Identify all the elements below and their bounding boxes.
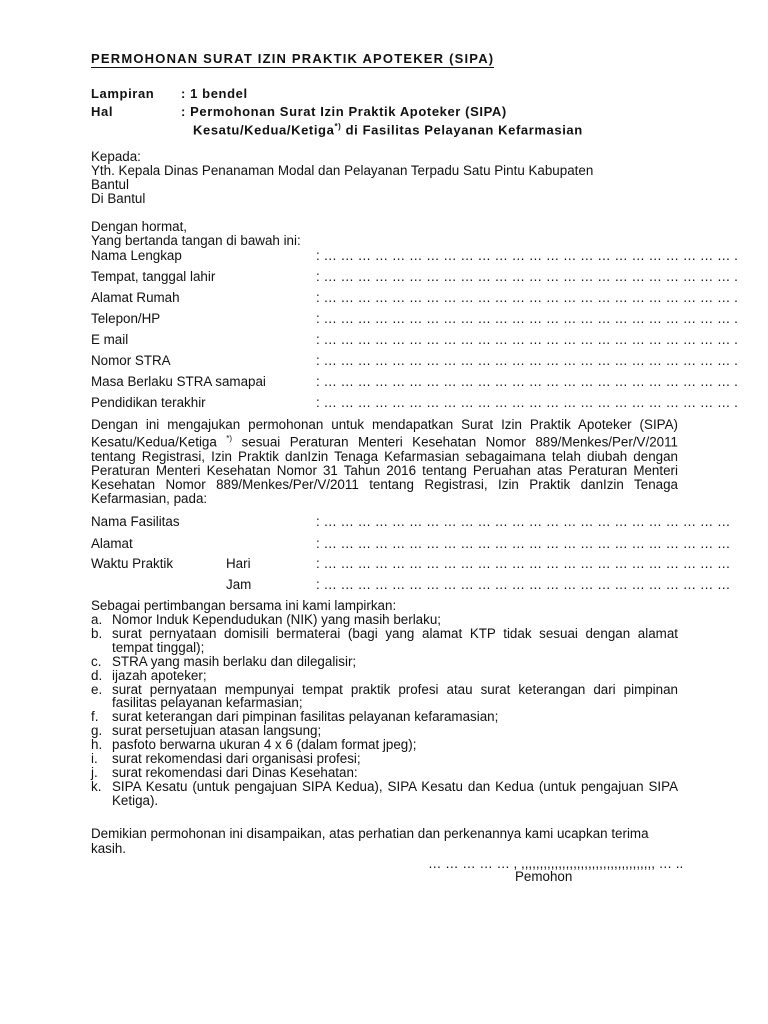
field-label: Nama Lengkap bbox=[91, 248, 182, 263]
list-letter: j. bbox=[91, 764, 98, 780]
list-letter: h. bbox=[91, 737, 103, 753]
field-label: E mail bbox=[91, 332, 129, 347]
recipient-line2: Bantul bbox=[91, 177, 129, 192]
list-item bbox=[91, 780, 678, 808]
hal-label: Hal bbox=[91, 104, 114, 119]
signature-role: Pemohon bbox=[515, 869, 573, 884]
lampiran-label: Lampiran bbox=[91, 86, 155, 101]
attachments-intro: Sebagai pertimbangan bersama ini kami lampirkan: bbox=[91, 598, 397, 613]
list-letter: f. bbox=[91, 709, 99, 725]
list-item bbox=[91, 613, 678, 627]
hal-facility-text: di Fasilitas Pelayanan Kefarmasian bbox=[341, 122, 583, 138]
alamat-label: Alamat bbox=[91, 536, 133, 551]
kepada-label: Kepada: bbox=[91, 149, 141, 164]
field-label: Alamat Rumah bbox=[91, 290, 180, 305]
field-blank: : … … … … … … … … … … … … … … … … … … … … … … … … . bbox=[316, 395, 738, 410]
list-letter: b. bbox=[91, 625, 103, 641]
list-text: STRA yang masih berlaku dan dilegalisir; bbox=[112, 653, 357, 669]
waktu-praktik-label: Waktu Praktik bbox=[91, 556, 174, 571]
list-text: surat persetujuan atasan langsung; bbox=[112, 723, 322, 739]
list-text: pasfoto berwarna ukuran 4 x 6 (dalam format jpeg); bbox=[112, 737, 417, 753]
list-letter: i. bbox=[91, 751, 98, 767]
attachments-list bbox=[91, 613, 678, 808]
list-item bbox=[91, 710, 678, 724]
recipient-line1: Yth. Kepala Dinas Penanaman Modal dan Pelayanan Terpadu Satu Pintu Kabupaten bbox=[91, 163, 594, 178]
list-item bbox=[91, 627, 678, 655]
intro-line: Yang bertanda tangan di bawah ini: bbox=[91, 233, 301, 248]
list-text: surat pernyataan domisili bermaterai (bagi yang alamat KTP tidak sesuai dengan alamat tempat tinggal); bbox=[112, 625, 678, 655]
field-label: Tempat, tanggal lahir bbox=[91, 269, 216, 284]
list-letter: g. bbox=[91, 723, 103, 739]
list-text: surat rekomendasi dari Dinas Kesehatan: bbox=[112, 764, 358, 780]
field-blank: : … … … … … … … … … … … … … … … … … … … … … … … … . bbox=[316, 353, 738, 368]
hal-value-line2 bbox=[193, 122, 583, 137]
list-text: Nomor Induk Kependudukan (NIK) yang masih berlaku; bbox=[112, 612, 441, 627]
list-letter: d. bbox=[91, 667, 103, 683]
footnote-marker: *) bbox=[226, 434, 233, 444]
signature-place-date: … … … … … , ,,,,,,,,,,,,,,,,,,,,,,,,,,,,,,,,,,,, … .. bbox=[428, 856, 684, 871]
lampiran-value: : 1 bendel bbox=[181, 86, 248, 101]
field-blank: : … … … … … … … … … … … … … … … … … … … … … … … … . bbox=[316, 374, 738, 389]
list-text: surat keterangan dari pimpinan fasilitas pelayanan kefaramasian; bbox=[112, 709, 499, 725]
nama-fasilitas-blank: : … … … … … … … … … … … … … … … … … … … … … … … … bbox=[316, 514, 731, 529]
hari-blank: : … … … … … … … … … … … … … … … … … … … … … … … … bbox=[316, 556, 731, 571]
list-item bbox=[91, 669, 678, 683]
request-text-part2: sesuai Peraturan Menteri Kesehatan Nomor 889/Menkes/Per/V/2011 tentang Registrasi, Izin Praktik danIzin Tenaga Kefarmasian sebagaimana telah diubah dengan Peraturan Menteri Kesehatan Nomor 31 Tahun 2016 tentang Peruahan atas Peraturan Menteri Kesehatan Nomor 889/Menkes/Per/V/2011 tentang Registrasi, Izin Praktik danIzin Tenaga Kefarmasian, pada: bbox=[91, 434, 678, 507]
alamat-blank: : … … … … … … … … … … … … … … … … … … … … … … … … bbox=[316, 536, 731, 551]
hal-ordinal-text: Kesatu/Kedua/Ketiga bbox=[193, 122, 335, 138]
list-text: surat pernyataan mempunyai tempat praktik profesi atau surat keterangan dari pimpinan fasilitas pelayanan kefarmasian; bbox=[112, 681, 678, 711]
list-text: SIPA Kesatu (untuk pengajuan SIPA Kedua), SIPA Kesatu dan Kedua (untuk pengajuan SIPA Ketiga). bbox=[112, 778, 678, 808]
field-label: Telepon/HP bbox=[91, 311, 161, 326]
field-label: Pendidikan terakhir bbox=[91, 395, 206, 410]
closing-paragraph: Demikian permohonan ini disampaikan, atas perhatian dan perkenannya kami ucapkan terima kasih. bbox=[91, 826, 649, 856]
nama-fasilitas-label: Nama Fasilitas bbox=[91, 514, 180, 529]
jam-blank: : … … … … … … … … … … … … … … … … … … … … … … … … bbox=[316, 577, 731, 592]
list-item bbox=[91, 766, 678, 780]
field-blank: : … … … … … … … … … … … … … … … … … … … … … … … … . bbox=[316, 269, 738, 284]
list-text: ijazah apoteker; bbox=[112, 667, 207, 683]
jam-label: Jam bbox=[226, 577, 252, 592]
hal-value-line1: : Permohonan Surat Izin Praktik Apoteker (SIPA) bbox=[181, 104, 507, 119]
recipient-line3: Di Bantul bbox=[91, 191, 146, 206]
hari-label: Hari bbox=[226, 556, 251, 571]
list-letter: c. bbox=[91, 653, 102, 669]
list-item bbox=[91, 738, 678, 752]
salutation: Dengan hormat, bbox=[91, 219, 188, 234]
list-letter: e. bbox=[91, 681, 103, 697]
list-item bbox=[91, 752, 678, 766]
list-letter: a. bbox=[91, 612, 103, 627]
list-item bbox=[91, 683, 678, 711]
request-paragraph bbox=[91, 418, 678, 507]
field-label: Masa Berlaku STRA samapai bbox=[91, 374, 266, 389]
field-blank: : … … … … … … … … … … … … … … … … … … … … … … … … . bbox=[316, 311, 738, 326]
field-blank: : … … … … … … … … … … … … … … … … … … … … … … … … . bbox=[316, 248, 738, 263]
field-label: Nomor STRA bbox=[91, 353, 171, 368]
field-blank: : … … … … … … … … … … … … … … … … … … … … … … … … . bbox=[316, 290, 738, 305]
request-text-part1: Dengan ini mengajukan permohonan untuk mendapatkan Surat Izin Praktik Apoteker (SIPA) Kesatu/Kedua/Ketiga bbox=[91, 417, 678, 450]
footnote-marker: *) bbox=[334, 122, 342, 131]
list-letter: k. bbox=[91, 778, 102, 794]
document-title: PERMOHONAN SURAT IZIN PRAKTIK APOTEKER (SIPA) bbox=[91, 51, 495, 66]
list-item bbox=[91, 655, 678, 669]
field-blank: : … … … … … … … … … … … … … … … … … … … … … … … … . bbox=[316, 332, 738, 347]
list-item bbox=[91, 724, 678, 738]
list-text: surat rekomendasi dari organisasi profesi; bbox=[112, 751, 361, 767]
